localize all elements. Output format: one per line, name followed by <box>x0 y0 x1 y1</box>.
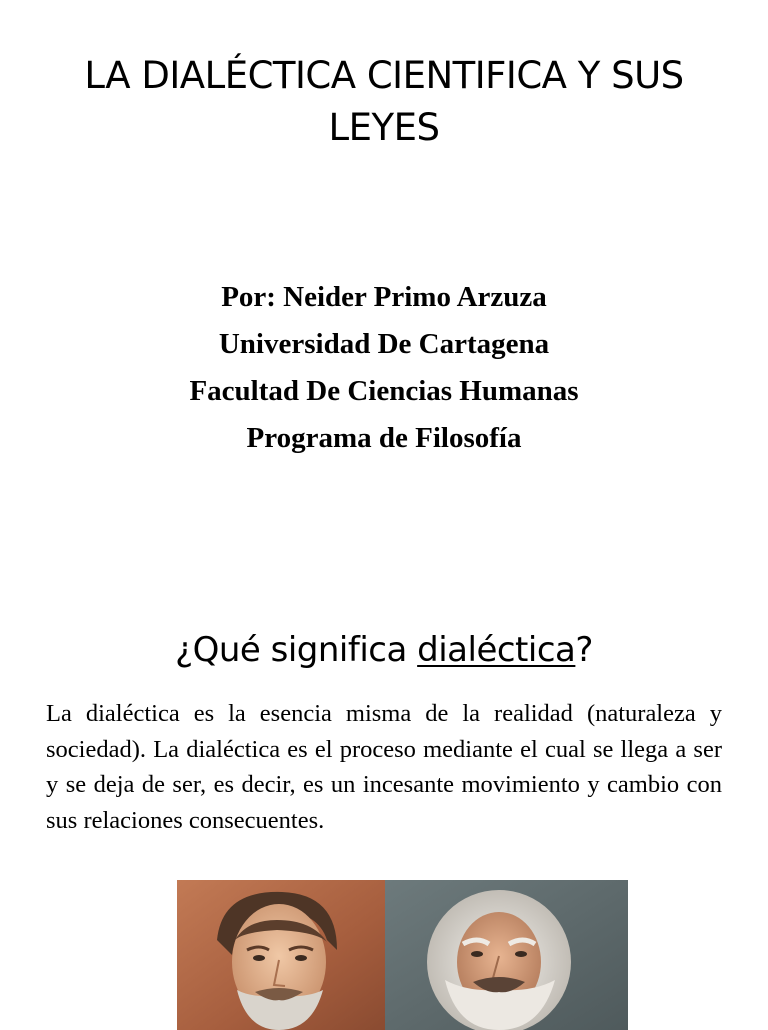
slide-definition <box>0 590 768 1024</box>
university-line: Universidad De Cartagena <box>218 328 550 360</box>
heading-prefix: ¿Qué significa <box>175 630 418 670</box>
author-info <box>60 274 708 462</box>
right-portrait <box>385 880 628 1030</box>
left-portrait <box>177 880 385 1030</box>
program-line: Programa de Filosofía <box>246 422 522 454</box>
heading-suffix: ? <box>575 630 593 670</box>
definition-paragraph: La dialéctica es la esencia misma de la realidad (naturaleza y sociedad). La dialéctica es el proceso mediante el cual se llega a ser y se deja de ser, es decir, es un incesante movimiento y cambio con sus relaciones consecuentes. <box>46 700 722 835</box>
faculty-line: Facultad De Ciencias Humanas <box>189 375 579 407</box>
presentation-title: LA DIALÉCTICA CIENTIFICA Y SUS LEYES <box>84 54 684 149</box>
definition-heading <box>60 620 708 680</box>
author-line: Por: Neider Primo Arzuza <box>221 281 547 313</box>
heading-term: dialéctica <box>417 630 576 670</box>
portraits-image <box>177 880 628 1030</box>
